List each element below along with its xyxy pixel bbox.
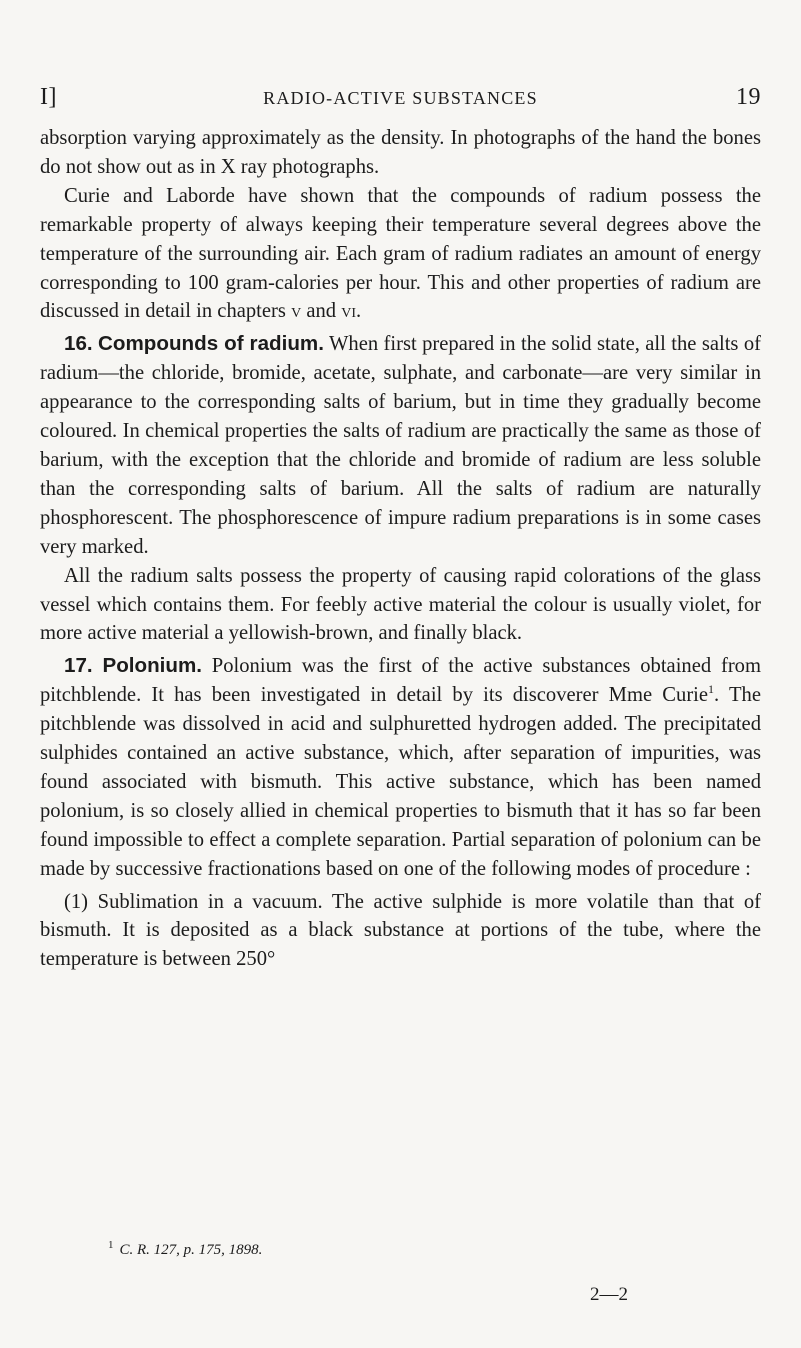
section-text: When first prepared in the solid state, all the salts of radium—the chloride, bromide, acetate, sulphate, and carbonate—are very similar in appearance to the corresponding salts of barium, but in time they gradually become coloured. In chemical properties the salts of radium are practically the same as those of barium, with the exception that the chloride and bromide of radium are less soluble than the corresponding salts of barium. All the salts of radium are naturally phosphorescent. The phosphorescence of impure radium preparations is in some cases very marked. (40, 333, 761, 558)
running-header (40, 84, 761, 116)
signature-mark: 2—2 (590, 1284, 628, 1305)
chapter-marker: I] (40, 84, 57, 110)
list-item-sublimation: (1) Sublimation in a vacuum. The active sulphide is more volatile than that of bismuth. It is deposited as a black substance at portions of the tube, where the temperature is between 250° (40, 890, 761, 971)
section-number: 17. (64, 654, 93, 678)
paragraph-text: and (301, 300, 342, 323)
section-number: 16. (64, 332, 93, 356)
page-number: 19 (736, 84, 761, 110)
footnote (108, 1236, 262, 1259)
footnote-text: C. R. 127, p. 175, 1898. (119, 1242, 263, 1258)
section-17 (40, 652, 761, 883)
paragraph-radium-colorations: All the radium salts possess the property of causing rapid colorations of the glass vessel which contains them. For feebly active material the colour is usually violet, for more active material a yellowish-brown, and finally black. (40, 564, 761, 645)
page-body (40, 124, 761, 974)
chapter-ref-v: v (291, 300, 302, 323)
running-title: RADIO-ACTIVE SUBSTANCES (263, 88, 538, 108)
chapter-ref-vi: vi (341, 300, 357, 323)
paragraph-text: Curie and Laborde have shown that the compounds of radium possess the remarkable property of always keeping their temperature several degrees above the temperature of the surrounding air. Each gram of radium radiates an amount of energy corresponding to 100 gram-calories per hour. This and other properties of radium are discussed in detail in chapters (40, 184, 761, 323)
paragraph-continuation: absorption varying approximately as the density. In photographs of the hand the bones do not show out as in X ray photographs. (40, 127, 761, 178)
footnote-mark: 1 (108, 1239, 114, 1251)
section-text: Polonium was the first of the active substances obtained from pitchblende. It has been investigated in detail by its discoverer Mme Curie (40, 655, 761, 707)
section-heading: Compounds of radium. (98, 332, 324, 356)
footnote-reference: 1 (708, 682, 715, 697)
section-heading: Polonium. (102, 654, 202, 678)
section-text: . The pitchblende was dissolved in acid and sulphuretted hydrogen added. The precipitated sulphides contained an active substance, which, after separation of impurities, was found associated with bismuth. This active substance, which has been named polonium, is so closely allied in chemical properties to bismuth that it has so far been found impossible to effect a complete separation. Partial separation of polonium can be made by successive fractionations based on one of the following modes of procedure : (40, 684, 761, 880)
paragraph-curie-laborde (40, 182, 761, 327)
section-16 (40, 330, 761, 561)
paragraph-text: . (356, 300, 362, 323)
